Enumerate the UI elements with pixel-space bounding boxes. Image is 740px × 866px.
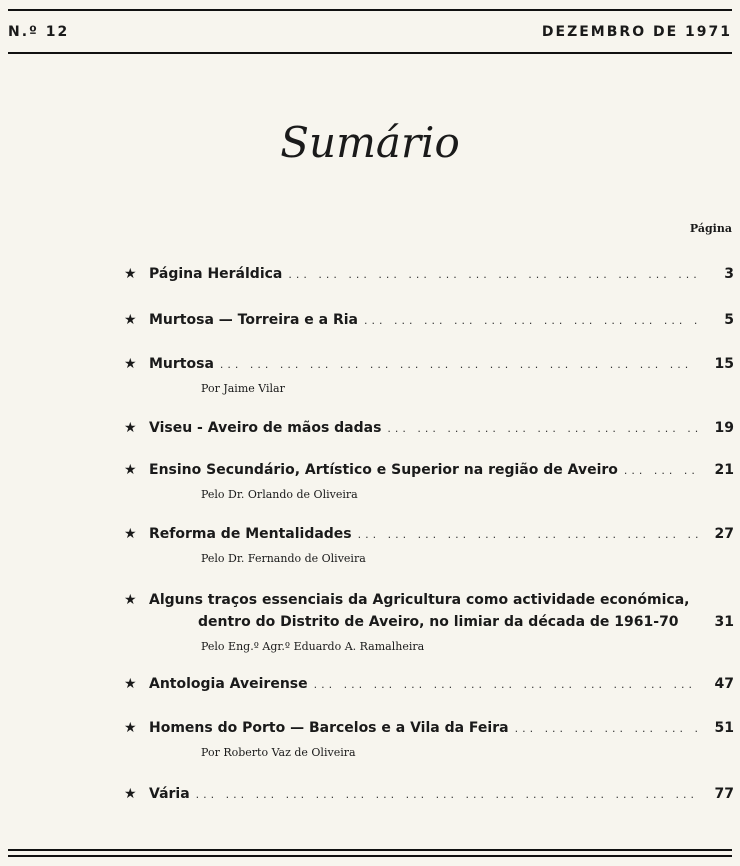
entry-title: Página Heráldica bbox=[149, 266, 283, 282]
entry-page: 47 bbox=[714, 676, 734, 692]
entry-title: Homens do Porto — Barcelos e a Vila da Feira bbox=[149, 720, 509, 736]
dot-leader bbox=[624, 464, 698, 477]
toc-entry[interactable] bbox=[124, 720, 734, 759]
star-icon: ★ bbox=[124, 786, 137, 802]
entry-author: Pelo Dr. Fernando de Oliveira bbox=[201, 552, 366, 565]
entry-title: Vária bbox=[149, 786, 190, 802]
footer-rule bbox=[8, 849, 732, 851]
star-icon: ★ bbox=[124, 420, 137, 436]
issue-number: N.º 12 bbox=[8, 24, 70, 40]
entry-author: Pelo Dr. Orlando de Oliveira bbox=[201, 488, 358, 501]
entry-title-line2: dentro do Distrito de Aveiro, no limiar da década de 1961-70 bbox=[198, 614, 679, 630]
entry-page: 51 bbox=[714, 720, 734, 736]
toc-entry[interactable] bbox=[124, 266, 734, 288]
toc-entry[interactable] bbox=[124, 356, 734, 395]
page-column-label: Página bbox=[689, 222, 732, 235]
entry-page: 77 bbox=[714, 786, 734, 802]
star-icon: ★ bbox=[124, 526, 137, 542]
star-icon: ★ bbox=[124, 356, 137, 372]
star-icon: ★ bbox=[124, 676, 137, 692]
entry-title: Murtosa bbox=[149, 356, 214, 372]
entry-title: Antologia Aveirense bbox=[149, 676, 308, 692]
top-rule bbox=[8, 9, 732, 11]
toc-entry[interactable] bbox=[124, 786, 734, 808]
entry-title: Viseu - Aveiro de mãos dadas bbox=[149, 420, 382, 436]
entry-page: 19 bbox=[714, 420, 734, 436]
dot-leader bbox=[515, 722, 698, 735]
dot-leader bbox=[288, 268, 698, 281]
toc-entry[interactable] bbox=[124, 676, 734, 698]
toc-entry[interactable] bbox=[124, 592, 734, 653]
dot-leader bbox=[196, 788, 698, 801]
dot-leader bbox=[358, 528, 698, 541]
entry-author: Por Roberto Vaz de Oliveira bbox=[201, 746, 356, 759]
entry-author: Por Jaime Vilar bbox=[201, 382, 285, 395]
star-icon: ★ bbox=[124, 462, 137, 478]
entry-title: Reforma de Mentalidades bbox=[149, 526, 352, 542]
footer-rule-double bbox=[8, 855, 732, 857]
toc-entry[interactable] bbox=[124, 462, 734, 501]
star-icon: ★ bbox=[124, 312, 137, 328]
page-title: Sumário bbox=[280, 118, 460, 167]
entry-page: 31 bbox=[714, 614, 734, 630]
dot-leader bbox=[387, 422, 698, 435]
entry-page: 15 bbox=[714, 356, 734, 372]
star-icon: ★ bbox=[124, 720, 137, 736]
star-icon: ★ bbox=[124, 266, 137, 282]
entry-page: 21 bbox=[714, 462, 734, 478]
issue-date: DEZEMBRO DE 1971 bbox=[541, 24, 732, 40]
entry-page: 27 bbox=[714, 526, 734, 542]
entry-title-line1: Alguns traços essenciais da Agricultura como actividade económica, bbox=[149, 592, 690, 608]
entry-title: Murtosa — Torreira e a Ria bbox=[149, 312, 358, 328]
header-rule bbox=[8, 52, 732, 54]
toc-entry[interactable] bbox=[124, 526, 734, 565]
entry-page: 5 bbox=[724, 312, 734, 328]
star-icon: ★ bbox=[124, 592, 137, 608]
toc-entry[interactable] bbox=[124, 312, 734, 334]
dot-leader bbox=[314, 678, 698, 691]
dot-leader bbox=[364, 314, 698, 327]
entry-page: 3 bbox=[724, 266, 734, 282]
dot-leader bbox=[220, 358, 698, 371]
toc-entry[interactable] bbox=[124, 420, 734, 442]
entry-author: Pelo Eng.º Agr.º Eduardo A. Ramalheira bbox=[201, 640, 425, 653]
entry-title: Ensino Secundário, Artístico e Superior na região de Aveiro bbox=[149, 462, 618, 478]
